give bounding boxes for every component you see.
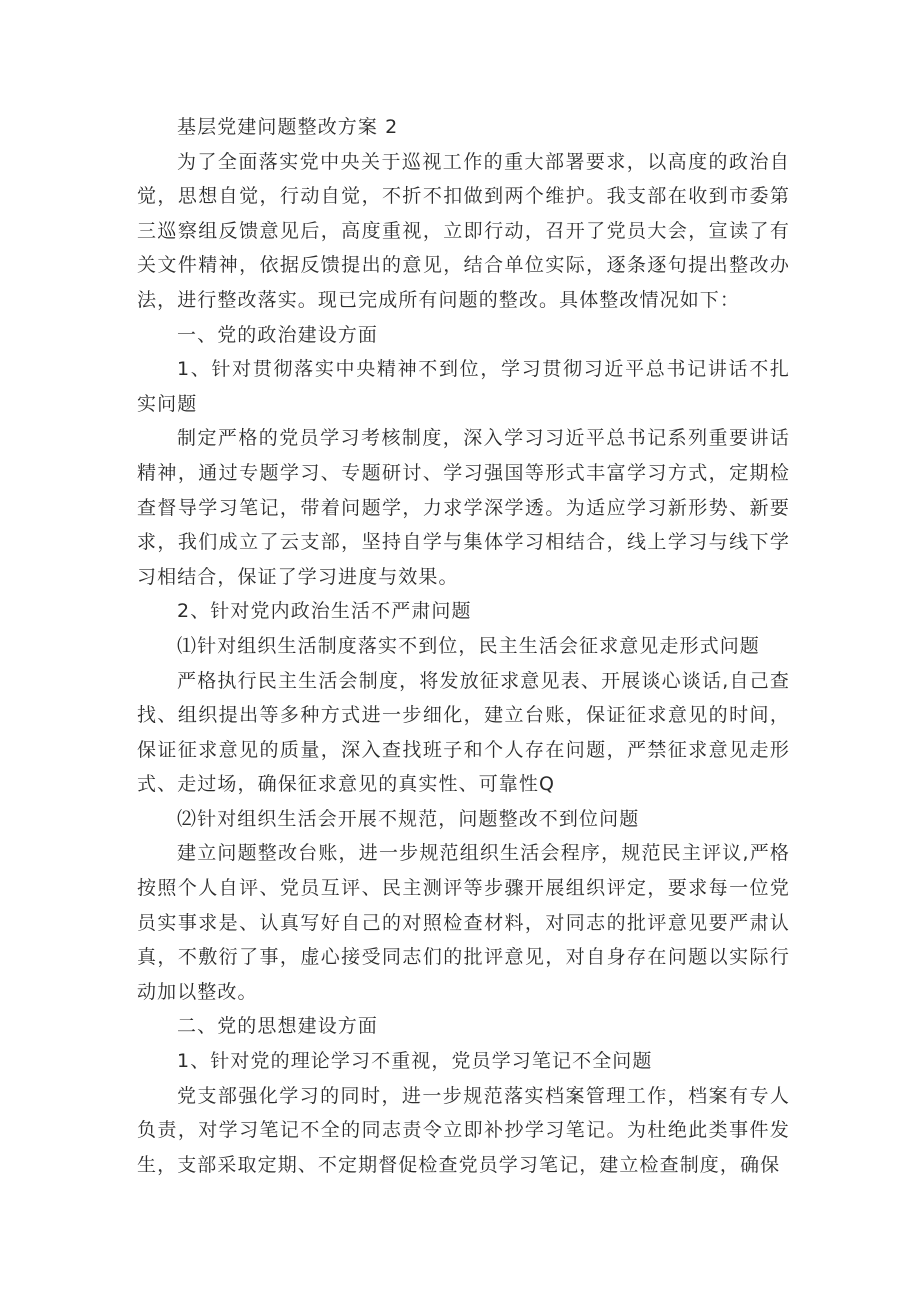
document-body: [137, 110, 790, 1182]
section-heading-ideological: 二、党的思想建设方面: [177, 1015, 379, 1038]
item-heading: ⑴针对组织生活制度落实不到位，民主生活会征求意见走形式问题: [177, 634, 760, 657]
body-paragraph: 严格执行民主生活会制度，将发放征求意见表、开展谈心谈话,自己查找、组织提出等多种方式进一步细化，建立台账，保证征求意见的时间，保证征求意见的质量，深入查找班子和个人存在问题，严禁征求意见走形式、走过场，确保征求意见的真实性、可靠性Q: [137, 669, 790, 796]
body-paragraph: 制定严格的党员学习考核制度，深入学习习近平总书记系列重要讲话精神，通过专题学习、专题研讨、学习强国等形式丰富学习方式，定期检查督导学习笔记，带着问题学，力求学深学透。为适应学习新形势、新要求，我们成立了云支部，坚持自学与集体学习相结合，线上学习与线下学习相结合，保证了学习进度与效果。: [137, 427, 790, 588]
document-title: 基层党建问题整改方案 2: [177, 116, 399, 138]
subsection-heading: 2、针对党内政治生活不严肃问题: [177, 600, 472, 623]
body-paragraph: 建立问题整改台账，进一步规范组织生活会程序，规范民主评议,严格按照个人自评、党员互评、民主测评等步骤开展组织评定，要求每一位党员实事求是、认真写好自己的对照检查材料，对同志的批评意见要严肃认真，不敷衍了事，虚心接受同志们的批评意见，对自身存在问题以实际行动加以整改。: [137, 842, 790, 1003]
section-heading-political: 一、党的政治建设方面: [177, 323, 379, 346]
subsection-heading: 1、针对贯彻落实中央精神不到位，学习贯彻习近平总书记讲话不扎实问题: [137, 358, 790, 415]
intro-paragraph: 为了全面落实党中央关于巡视工作的重大部署要求，以高度的政治自觉，思想自觉，行动自觉，不折不扣做到两个维护。我支部在收到市委第三巡察组反馈意见后，高度重视，立即行动，召开了党员大会，宣读了有关文件精神，依据反馈提出的意见，结合单位实际，逐条逐句提出整改办法，进行整改落实。现已完成所有问题的整改。具体整改情况如下：: [137, 150, 790, 311]
body-paragraph: 党支部强化学习的同时，进一步规范落实档案管理工作，档案有专人负责，对学习笔记不全的同志责令立即补抄学习笔记。为杜绝此类事件发生，支部采取定期、不定期督促检查党员学习笔记，建立检查制度，确保: [137, 1084, 790, 1176]
item-heading: ⑵针对组织生活会开展不规范，问题整改不到位问题: [177, 807, 640, 830]
subsection-heading: 1、针对党的理论学习不重视，党员学习笔记不全问题: [177, 1050, 653, 1073]
